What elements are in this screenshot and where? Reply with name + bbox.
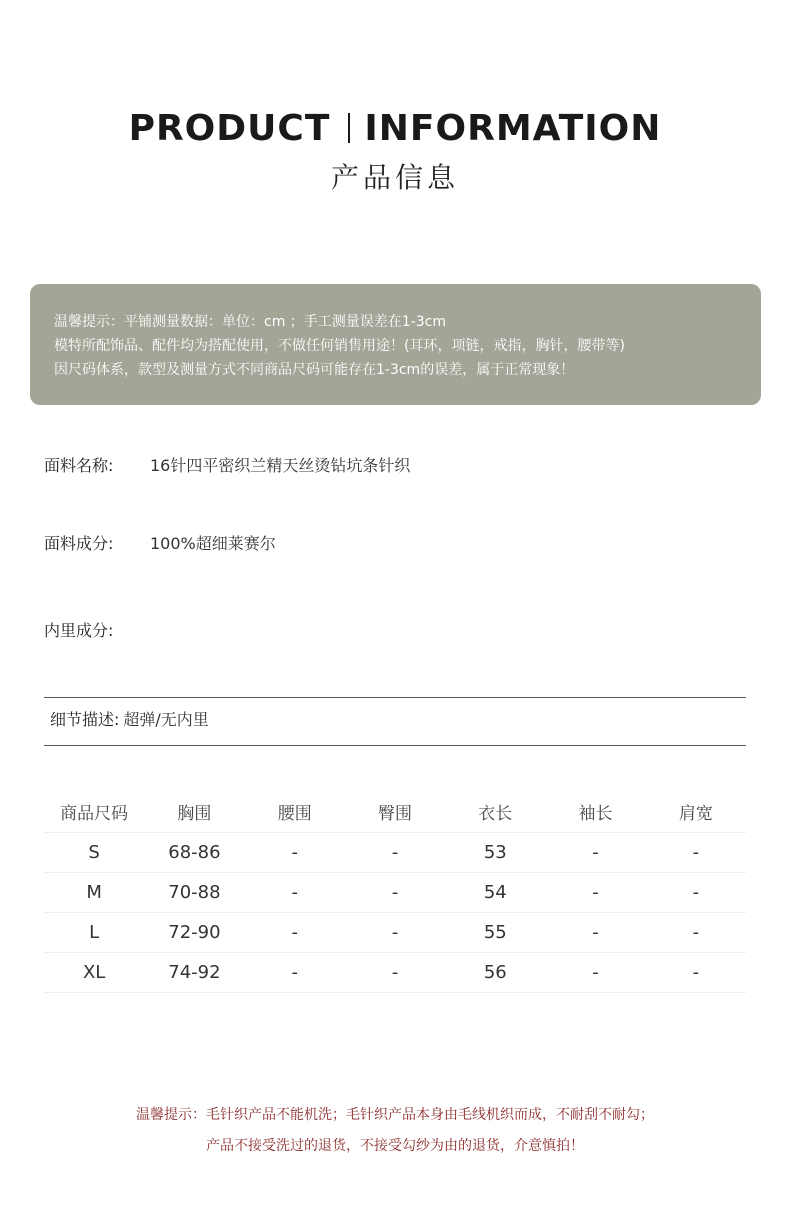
size-table: [44, 792, 746, 993]
notice-line-1: 温馨提示：平铺测量数据：单位：cm ；手工测量误差在1-3cm: [54, 314, 446, 330]
cell-sleeve: -: [545, 872, 645, 912]
cell-chest: 74-92: [144, 952, 244, 992]
cell-shoulder: -: [646, 952, 746, 992]
cell-hip: -: [345, 832, 445, 872]
detail-value: 超弹/无内里: [123, 710, 209, 729]
cell-sleeve: -: [545, 912, 645, 952]
size-table-header: [44, 792, 746, 832]
lining-composition-row: [44, 619, 150, 643]
cell-size: L: [44, 912, 144, 952]
header-sleeve: 袖长: [545, 792, 645, 832]
fabric-name-value: 16针四平密织兰精天丝烫钻坑条针织: [150, 456, 411, 475]
cell-sleeve: -: [545, 832, 645, 872]
fabric-name-label: 面料名称:: [44, 456, 114, 475]
header-size: 商品尺码: [44, 792, 144, 832]
notice-box: [30, 284, 761, 405]
table-row: [44, 832, 746, 872]
header-length: 衣长: [445, 792, 545, 832]
title-separator: [348, 113, 350, 143]
cell-chest: 70-88: [144, 872, 244, 912]
detail-label: 细节描述:: [50, 710, 120, 729]
cell-length: 54: [445, 872, 545, 912]
cell-sleeve: -: [545, 952, 645, 992]
cell-hip: -: [345, 952, 445, 992]
cell-size: M: [44, 872, 144, 912]
cell-length: 56: [445, 952, 545, 992]
fabric-composition-label: 面料成分:: [44, 534, 114, 553]
notice-line-3: 因尺码体系，款型及测量方式不同商品尺码可能存在1-3cm的误差，属于正常现象！: [54, 362, 575, 378]
detail-row: [50, 708, 209, 732]
cell-waist: -: [245, 872, 345, 912]
cell-waist: -: [245, 952, 345, 992]
header-shoulder: 肩宽: [646, 792, 746, 832]
cell-waist: -: [245, 832, 345, 872]
cell-waist: -: [245, 912, 345, 952]
lining-composition-label: 内里成分:: [44, 621, 114, 640]
cell-length: 53: [445, 832, 545, 872]
cell-size: XL: [44, 952, 144, 992]
title-information: INFORMATION: [364, 108, 662, 149]
table-row: [44, 872, 746, 912]
header-chest: 胸围: [144, 792, 244, 832]
fabric-composition-row: [44, 532, 276, 556]
title-product: PRODUCT: [128, 108, 331, 149]
table-row: [44, 952, 746, 992]
notice-line-2: 模特所配饰品、配件均为搭配使用，不做任何销售用途！(耳环，项链，戒指，胸针，腰带等): [54, 338, 625, 354]
cell-length: 55: [445, 912, 545, 952]
fabric-composition-value: 100%超细莱赛尔: [150, 534, 276, 553]
cell-shoulder: -: [646, 832, 746, 872]
page-title: [0, 106, 790, 152]
cell-hip: -: [345, 912, 445, 952]
page-subtitle: 产品信息: [330, 161, 459, 194]
footer-warning-1: 温馨提示：毛针织产品不能机洗；毛针织产品本身由毛线机织而成，不耐刮不耐勾；: [136, 1107, 654, 1123]
divider-bottom: [44, 745, 746, 746]
cell-shoulder: -: [646, 872, 746, 912]
header-waist: 腰围: [245, 792, 345, 832]
divider-top: [44, 697, 746, 698]
cell-chest: 68-86: [144, 832, 244, 872]
footer-warning-2: 产品不接受洗过的退货，不接受勾纱为由的退货，介意慎拍！: [206, 1138, 584, 1154]
cell-chest: 72-90: [144, 912, 244, 952]
cell-shoulder: -: [646, 912, 746, 952]
cell-hip: -: [345, 872, 445, 912]
table-row: [44, 912, 746, 952]
fabric-name-row: [44, 454, 410, 478]
cell-size: S: [44, 832, 144, 872]
header-hip: 臀围: [345, 792, 445, 832]
